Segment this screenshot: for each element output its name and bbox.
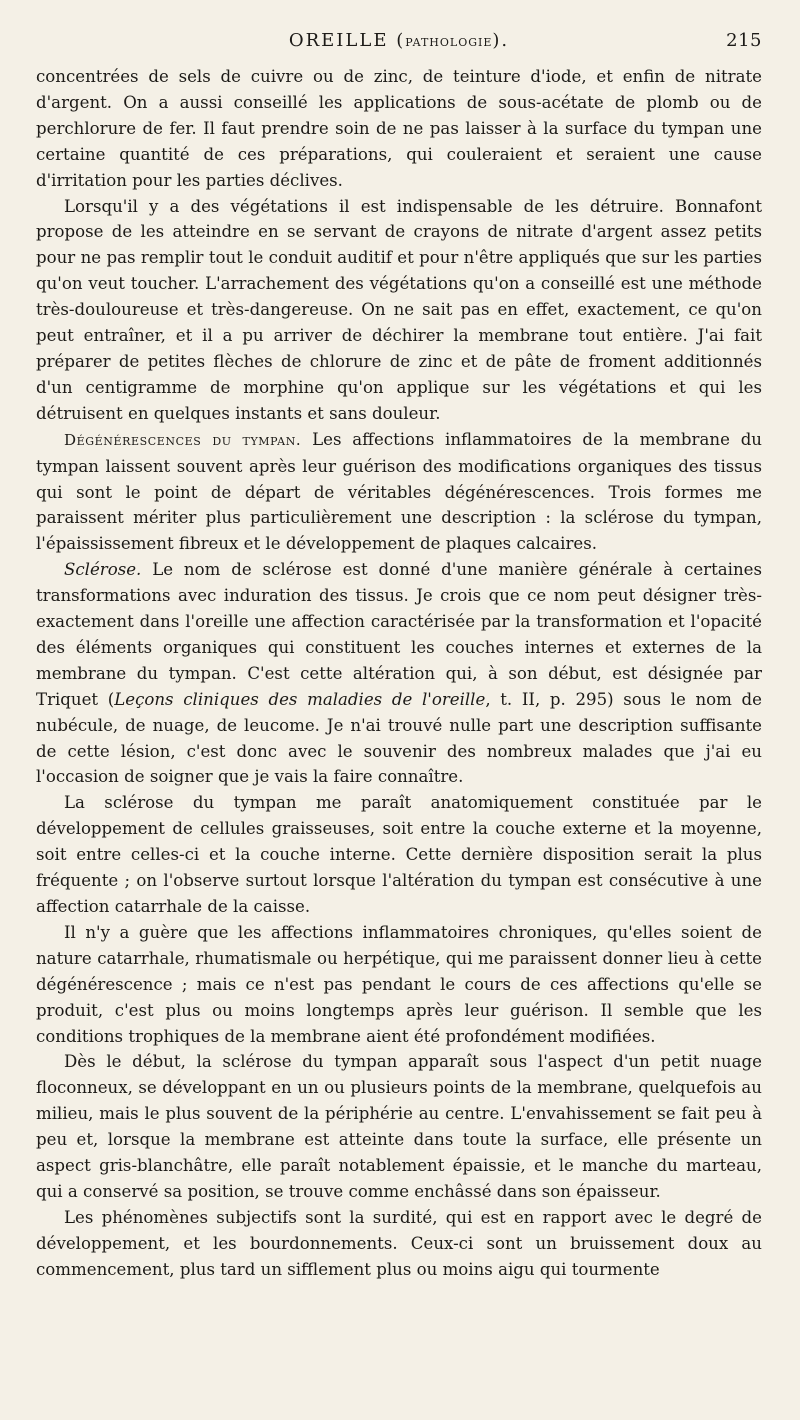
page-number: 215 [726, 30, 762, 51]
section-heading-sclerose: Sclérose. [64, 560, 142, 580]
running-title [289, 30, 509, 51]
body-text [36, 64, 762, 1283]
paragraph-8: Les phénomènes subjectifs sont la surdité, qui est en rapport avec le degré de développement, et les bourdonnements. Ceux-ci sont un bruissement doux au commencement, plus tard un sifflement plus ou moins aigu qui tourmente [36, 1207, 762, 1279]
citation-title: Leçons cliniques des maladies de l'oreille [114, 689, 486, 709]
paragraph-5: La sclérose du tympan me paraît anatomiquement constituée par le développement de cellules graisseuses, soit entre la couche externe et la moyenne, soit entre celles-ci et la couche interne. Cette dernière disposition serait la plus fréquente ; on l'observe surtout lorsque l'altération du tympan est consécutive à une affection catarrhale de la caisse. [36, 793, 762, 916]
running-title-main: OREILLE [288, 30, 389, 51]
section-heading-degenerescences: Dégénérescences du tympan. [64, 430, 302, 449]
paragraph-3-text: Les affections inflammatoires de la membrane du tympan laissent souvent après leur guérison des modifications organiques des tissus qui sont le point de départ de véritables dégénérescences. Trois formes me paraissent mériter plus particulièrement une description : la sclérose du tympan, l'épaississement fibreux et le développement de plaques calcaires. [36, 429, 762, 554]
running-title-paren-open: ( [388, 30, 406, 51]
paragraph-4-text-b: , t. II, p. 295) sous le nom de nubécule, de nuage, de leucome. Je n'ai trouvé nulle part une description suffisante de cette lésion, c'est donc avec le souvenir des nombreux malades que j'ai eu l'occasion de soigner que je vais la faire connaître. [36, 689, 762, 787]
document-page [0, 30, 800, 1420]
paragraph-2: Lorsqu'il y a des végétations il est indispensable de les détruire. Bonnafont propose de les atteindre en se servant de crayons de nitrate d'argent assez petits pour ne pas remplir tout le conduit auditif et pour n'être appliqués que sur les parties qu'on veut toucher. L'arrachement des végétations qu'on a conseillé est une méthode très-douloureuse et très-dangereuse. On ne sait pas en effet, exactement, ce qu'on peut entraîner, et il a pu arriver de déchirer la membrane tout entière. J'ai fait préparer de petites flèches de chlorure de zinc et de pâte de froment additionnés d'un centigramme de morphine qu'on applique sur les végétations et qui les détruisent en quelques instants et sans douleur. [36, 196, 762, 423]
paragraph-3 [36, 427, 762, 558]
paragraph-4-text-a: Le nom de sclérose est donné d'une manière générale à certaines transformations avec induration des tissus. Je crois que ce nom peut désigner très-exactement dans l'oreille une affection caractérisée par la transformation et l'opacité des éléments organiques qui constituent les couches internes et externes de la membrane du tympan. C'est cette altération qui, à son début, est désignée par Triquet ( [36, 560, 762, 709]
paragraph-1: concentrées de sels de cuivre ou de zinc, de teinture d'iode, et enfin de nitrate d'argent. On a aussi conseillé les applications de sous-acétate de plomb ou de perchlorure de fer. Il faut prendre soin de ne pas laisser à la surface du tympan une certaine quantité de ces préparations, qui couleraient et seraient une cause d'irritation pour les parties déclives. [36, 67, 762, 190]
paragraph-6: Il n'y a guère que les affections inflammatoires chroniques, qu'elles soient de nature catarrhale, rhumatismale ou herpétique, qui me paraissent donner lieu à cette dégénérescence ; mais ce n'est pas pendant le cours de ces affections qu'elle se produit, c'est plus ou moins longtemps après leur guérison. Il semble que les conditions trophiques de la membrane aient été profondément modifiées. [36, 922, 762, 1046]
running-title-sub: pathologie [405, 32, 493, 50]
paragraph-7: Dès le début, la sclérose du tympan apparaît sous l'aspect d'un petit nuage floconneux, se développant en un ou plusieurs points de la membrane, quelquefois au milieu, mais le plus souvent de la périphérie au centre. L'envahissement se fait peu à peu et, lorsque la membrane est atteinte dans toute la surface, elle présente un aspect gris-blanchâtre, elle paraît notablement épaissie, et le manche du marteau, qui a conservé sa position, se trouve comme enchâssé dans son épaisseur. [36, 1052, 762, 1201]
running-header [36, 30, 762, 60]
running-title-paren-close: ). [492, 30, 510, 51]
paragraph-4 [36, 557, 762, 790]
